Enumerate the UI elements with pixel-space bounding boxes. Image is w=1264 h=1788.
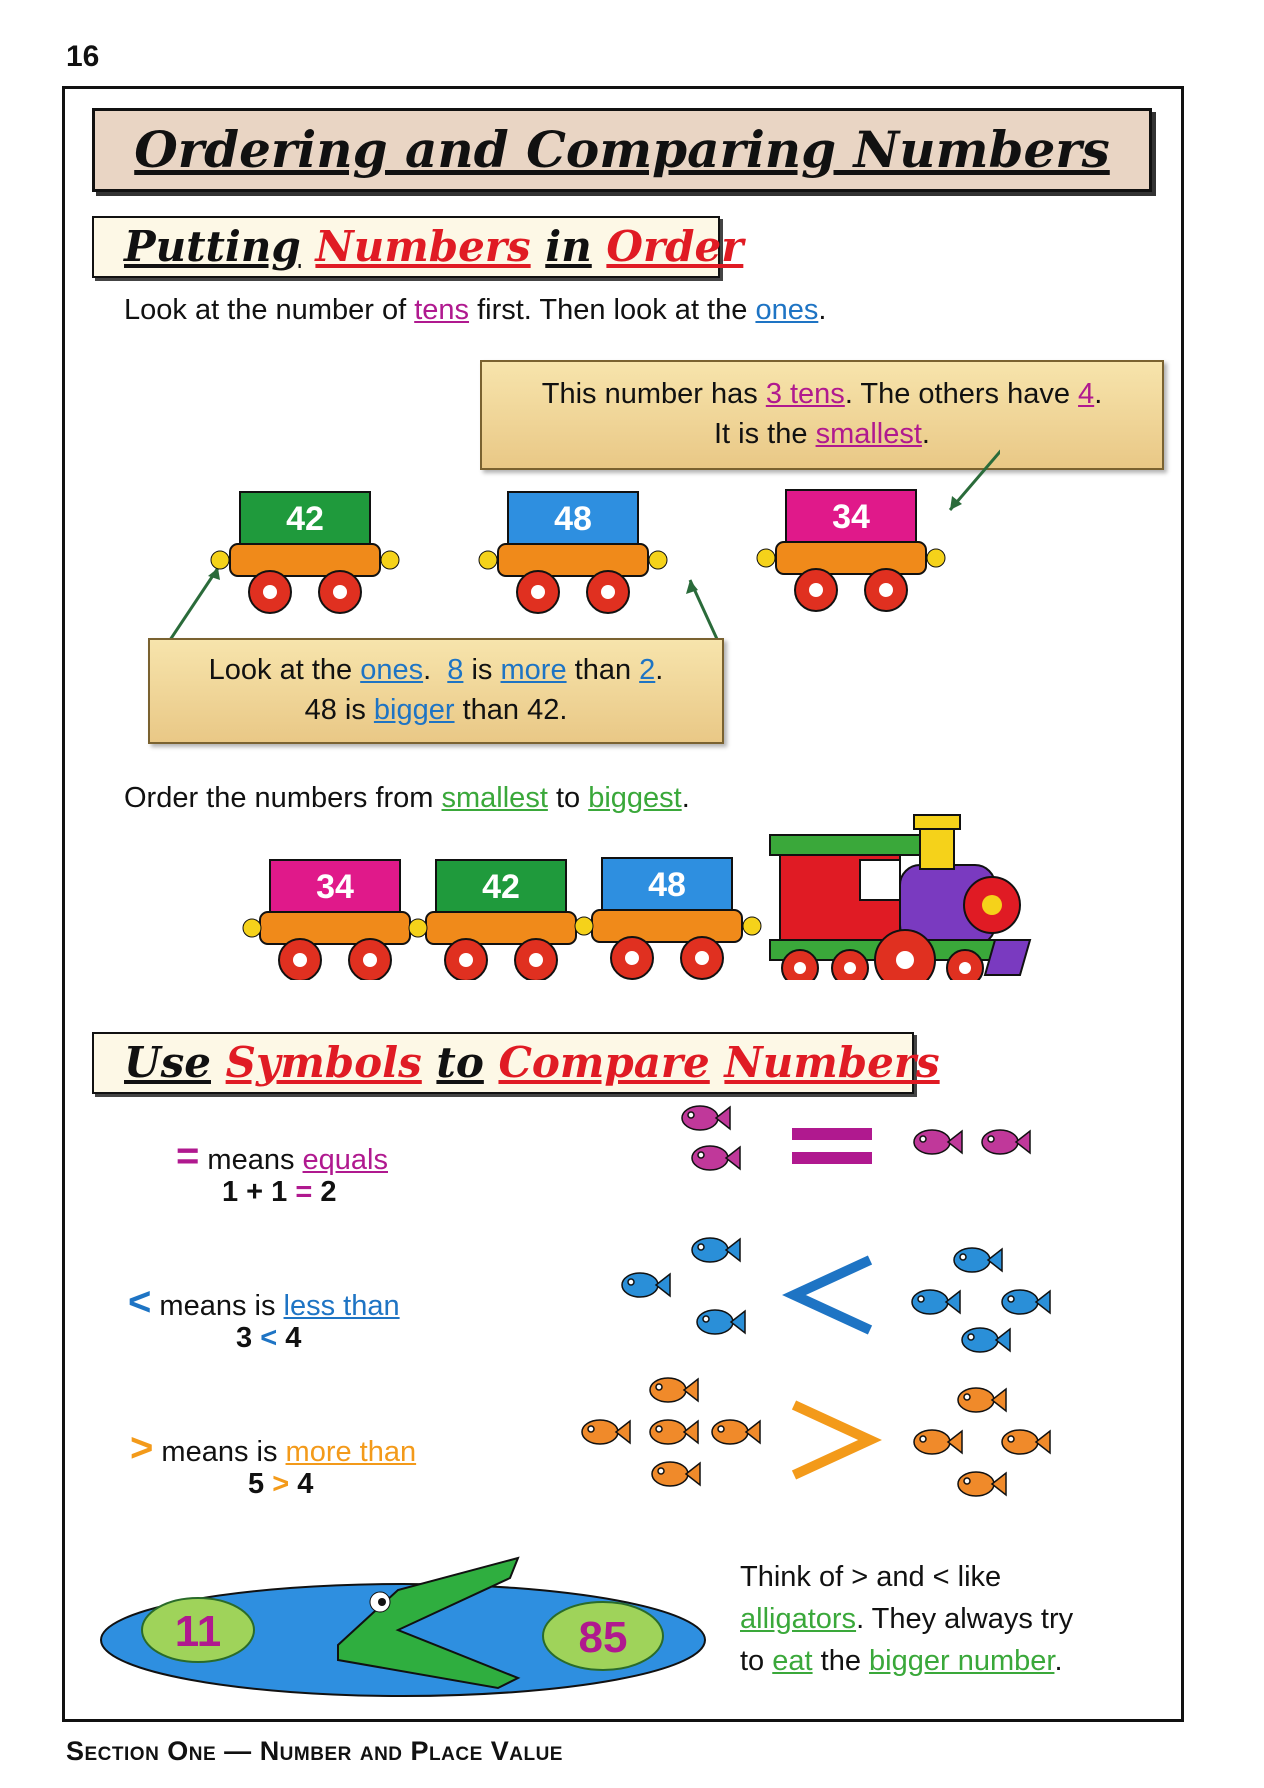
- text-line: Think of > and < like: [740, 1561, 1002, 1593]
- carriage-number: 34: [316, 868, 354, 906]
- text-span: >: [272, 1468, 290, 1500]
- heading-word: Use: [124, 1038, 211, 1087]
- fish-icon-group: [622, 1238, 1050, 1352]
- more-than-definition: [130, 1426, 416, 1471]
- heading-word: Putting: [124, 222, 301, 271]
- text-span: This number has: [541, 378, 758, 410]
- carriage-number: 48: [554, 500, 592, 538]
- train-carriage: [479, 492, 667, 613]
- text-span: Look at the: [208, 654, 353, 686]
- heading-word: Numbers: [724, 1038, 940, 1087]
- keyword-more: more: [500, 654, 567, 686]
- keyword-eat: eat: [772, 1645, 813, 1677]
- text-span: the: [820, 1645, 861, 1677]
- title-banner: [92, 108, 1152, 192]
- keyword-biggest: biggest: [588, 782, 682, 814]
- text-span: means: [207, 1144, 295, 1176]
- lilypad-number: 11: [174, 1607, 222, 1656]
- text-span: means is: [161, 1436, 278, 1468]
- heading-word: Symbols: [225, 1038, 422, 1087]
- text-span: .: [681, 782, 690, 814]
- lilypad-left: [142, 1598, 254, 1662]
- text-span: 4: [285, 1322, 302, 1354]
- text-span: Order the numbers from: [124, 782, 434, 814]
- text-span: .: [818, 294, 827, 326]
- carriage-number: 48: [648, 866, 686, 904]
- ordered-train-illustration: [240, 780, 1100, 980]
- callout-line: [482, 374, 1162, 414]
- text-span: .: [1094, 378, 1103, 410]
- heading-word: Order: [606, 222, 744, 271]
- keyword-more-than: more than: [285, 1436, 417, 1468]
- carriage-number: 34: [832, 498, 870, 536]
- page-footer: Section One — Number and Place Value: [66, 1736, 563, 1766]
- text-line: [740, 1598, 1073, 1640]
- callout-line: [150, 650, 722, 690]
- fish-icon-group: [582, 1378, 1050, 1496]
- equals-sign-icon: [792, 1128, 872, 1164]
- text-span: than 42.: [462, 694, 568, 726]
- text-span: than: [574, 654, 632, 686]
- text-span: 5: [248, 1468, 265, 1500]
- text-span: Look at the number of: [124, 294, 407, 326]
- heading-word: Compare: [498, 1038, 710, 1087]
- keyword-ones: ones: [755, 294, 819, 326]
- train-carriage: [409, 860, 576, 980]
- text-span: .: [921, 418, 930, 450]
- lilypad-number: 85: [578, 1613, 628, 1662]
- text-span: 1 + 1: [222, 1176, 288, 1208]
- text-span: means is: [159, 1290, 276, 1322]
- keyword-tens: tens: [414, 294, 470, 326]
- text-span: 48 is: [304, 694, 366, 726]
- text-span: 4: [297, 1468, 314, 1500]
- text-line: [740, 1640, 1073, 1682]
- text-span: to: [555, 782, 581, 814]
- carriages-illustration: [150, 440, 1000, 670]
- keyword-ones: ones: [360, 654, 424, 686]
- page-title: Ordering and Comparing Numbers: [134, 120, 1110, 179]
- locomotive-icon: [770, 815, 1030, 980]
- lilypad-right: [543, 1602, 663, 1670]
- train-carriage: [211, 492, 399, 613]
- callout-line: [150, 690, 722, 730]
- keyword-4: 4: [1078, 378, 1095, 410]
- train-carriage: [757, 490, 945, 611]
- less-than-sign-icon: [794, 1260, 870, 1330]
- text-span: first. Then look at the: [477, 294, 748, 326]
- train-carriage: [243, 860, 410, 980]
- keyword-3-tens: 3 tens: [765, 378, 845, 410]
- more-than-example: [248, 1468, 313, 1501]
- keyword-8: 8: [447, 654, 464, 686]
- heading-word: in: [545, 222, 592, 271]
- train-carriage: [575, 858, 761, 979]
- more-than-sign-icon: [794, 1405, 870, 1475]
- text-span: =: [295, 1176, 313, 1208]
- keyword-smallest: smallest: [815, 418, 922, 450]
- equals-symbol: =: [176, 1134, 200, 1178]
- instruction-text: [124, 294, 826, 327]
- less-than-definition: [128, 1280, 400, 1325]
- keyword-2: 2: [639, 654, 656, 686]
- section-heading-symbols: [92, 1032, 940, 1094]
- keyword-bigger: bigger: [373, 694, 455, 726]
- text-span: <: [260, 1322, 278, 1354]
- less-than-symbol: <: [128, 1280, 152, 1324]
- keyword-equals: equals: [302, 1144, 388, 1176]
- text-span: . The others have: [844, 378, 1070, 410]
- page-number: 16: [66, 40, 100, 73]
- text-span: 3: [236, 1322, 253, 1354]
- keyword-smallest: smallest: [441, 782, 548, 814]
- text-span: .: [423, 654, 432, 686]
- text-span: .: [655, 654, 664, 686]
- text-span: 2: [320, 1176, 337, 1208]
- text-span: to: [740, 1645, 765, 1677]
- text-span: is: [471, 654, 493, 686]
- text-span: .: [1054, 1645, 1063, 1677]
- callout-scroll-bottom: [148, 638, 724, 744]
- more-than-symbol: >: [130, 1426, 154, 1470]
- alligator-explanation: [740, 1556, 1073, 1682]
- equals-definition: [176, 1134, 388, 1179]
- equals-example: [222, 1176, 337, 1209]
- less-than-example: [236, 1322, 301, 1355]
- heading-word: Numbers: [315, 222, 531, 271]
- carriage-number: 42: [286, 500, 324, 538]
- section-heading-order: [92, 216, 744, 278]
- text-span: . They always try: [856, 1603, 1074, 1635]
- keyword-bigger-number: bigger number: [869, 1645, 1055, 1677]
- text-span: It is the: [714, 418, 808, 450]
- carriage-number: 42: [482, 868, 520, 906]
- keyword-less-than: less than: [283, 1290, 400, 1322]
- heading-word: to: [436, 1038, 484, 1087]
- keyword-alligators: alligators: [740, 1603, 857, 1635]
- fish-comparison-illustration: [580, 1100, 1100, 1550]
- alligator-pond-illustration: [98, 1550, 718, 1700]
